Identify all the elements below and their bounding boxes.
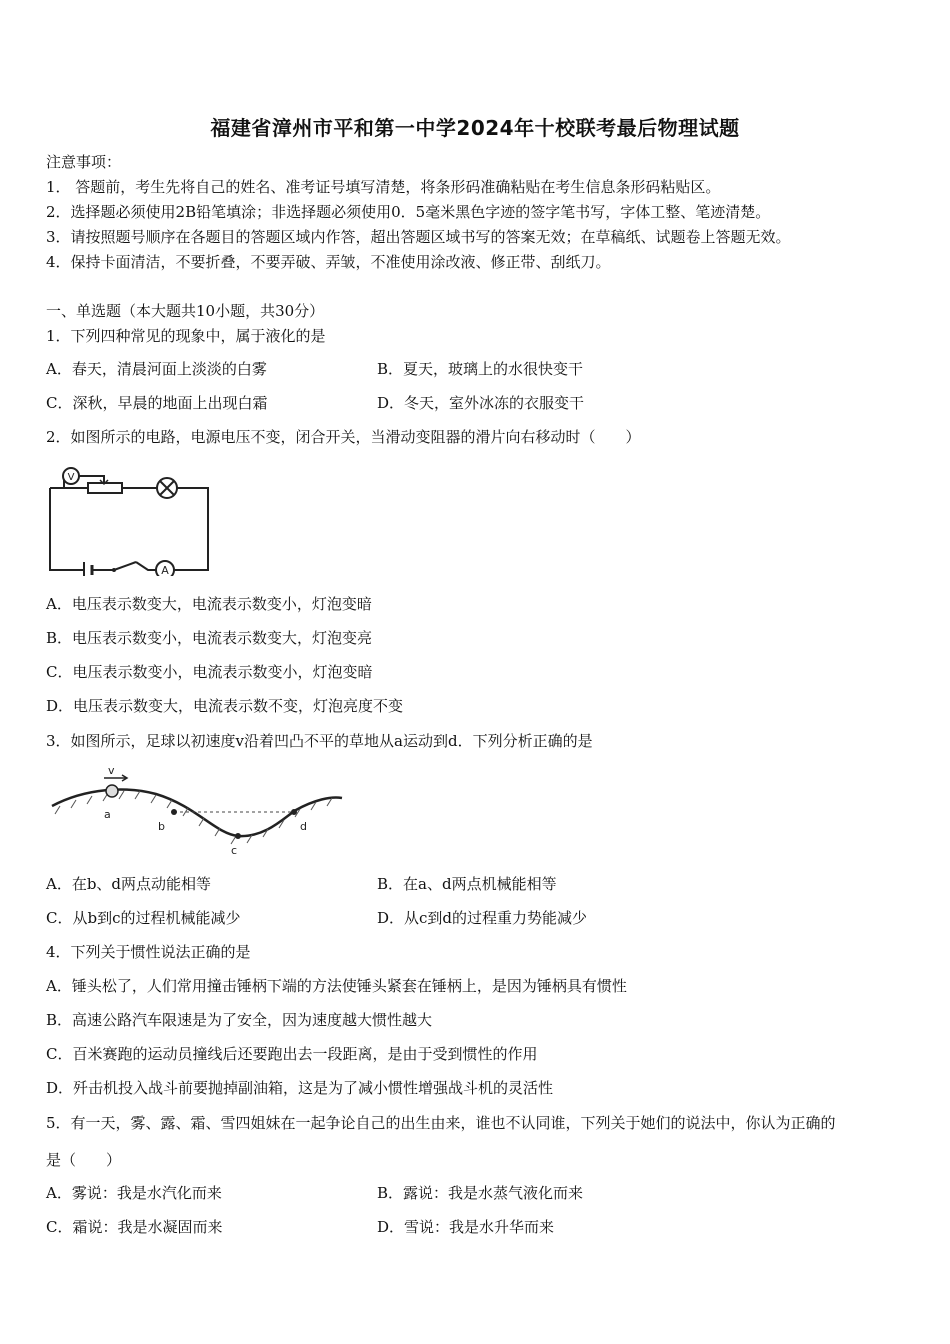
page-title: 福建省漳州市平和第一中学2024年十校联考最后物理试题 <box>210 116 740 140</box>
ammeter-label: A <box>161 564 169 576</box>
question-3-option-d: D．从c到d的过程重力势能减少 <box>377 909 588 927</box>
question-3-option-c: C．从b到c的过程机械能减少 <box>46 909 241 927</box>
voltmeter-label: V <box>67 472 75 483</box>
question-4-option-a: A．锤头松了，人们常用撞击锤柄下端的方法使锤头紧套在锤柄上，是因为锤柄具有惯性 <box>46 977 627 995</box>
question-1-option-d: D．冬天，室外冰冻的衣服变干 <box>377 394 585 412</box>
question-5-option-b: B．露说：我是水蒸气液化而来 <box>377 1184 584 1202</box>
notice-heading: 注意事项： <box>46 153 122 171</box>
label-v: v <box>108 764 115 777</box>
circuit-wire-left <box>50 488 84 570</box>
question-5-stem: 5．有一天，雾、露、霜、雪四姐妹在一起争论自己的出生由来，谁也不认同谁，下列关于她们的说法中，你认为正确的 <box>46 1114 836 1132</box>
notice-item-2: 2．选择题必须使用2B铅笔填涂；非选择题必须使用0．5毫米黑色字迹的签字笔书写，字体工整、笔迹清楚。 <box>46 203 771 221</box>
notice-item-3: 3．请按照题号顺序在各题目的答题区域内作答，超出答题区域书写的答案无效；在草稿纸、试题卷上答题无效。 <box>46 228 791 246</box>
question-3-stem: 3．如图所示，足球以初速度v沿着凹凸不平的草地从a运动到d．下列分析正确的是 <box>46 732 593 750</box>
question-3-option-b: B．在a、d两点机械能相等 <box>377 875 557 893</box>
question-3-option-a: A．在b、d两点动能相等 <box>46 875 212 893</box>
point-c-dot <box>235 833 241 839</box>
ground-curve <box>52 790 342 837</box>
label-b: b <box>158 820 165 833</box>
notice-item-4: 4．保持卡面清洁，不要折叠，不要弄破、弄皱，不准使用涂改液、修正带、刮纸刀。 <box>46 253 611 271</box>
question-2-option-b: B．电压表示数变小，电流表示数变大，灯泡变亮 <box>46 629 373 647</box>
question-2-option-a: A．电压表示数变大，电流表示数变小，灯泡变暗 <box>46 595 372 613</box>
question-2-option-c: C．电压表示数变小，电流表示数变小，灯泡变暗 <box>46 663 373 681</box>
question-4-option-d: D．歼击机投入战斗前要抛掉副油箱，这是为了减小惯性增强战斗机的灵活性 <box>46 1079 554 1097</box>
switch-blade <box>114 562 136 570</box>
question-5-option-d: D．雪说：我是水升华而来 <box>377 1218 555 1236</box>
question-4-option-b: B．高速公路汽车限速是为了安全，因为速度越大惯性越大 <box>46 1011 433 1029</box>
label-a: a <box>104 808 111 821</box>
question-4-option-c: C．百米赛跑的运动员撞线后还要跑出去一段距离，是由于受到惯性的作用 <box>46 1045 538 1063</box>
point-b-dot <box>171 809 177 815</box>
question-1-option-a: A．春天，清晨河面上淡淡的白雾 <box>46 360 267 378</box>
question-2-stem: 2．如图所示的电路，电源电压不变，闭合开关，当滑动变阻器的滑片向右移动时（ ） <box>46 428 641 446</box>
point-d-dot <box>291 809 297 815</box>
rheostat-icon <box>88 483 122 493</box>
question-1-option-b: B．夏天，玻璃上的水很快变干 <box>377 360 584 378</box>
question-1-option-c: C．深秋，早晨的地面上出现白霜 <box>46 394 268 412</box>
question-5-option-c: C．霜说：我是水凝固而来 <box>46 1218 223 1236</box>
question-2-option-d: D．电压表示数变大，电流表示数不变，灯泡亮度不变 <box>46 697 404 715</box>
label-c: c <box>231 844 238 857</box>
question-4-stem: 4．下列关于惯性说法正确的是 <box>46 943 251 961</box>
label-d: d <box>300 820 307 833</box>
ball-icon <box>106 785 118 797</box>
notice-item-1: 1． 答题前，考生先将自己的姓名、准考证号填写清楚，将条形码准确粘贴在考生信息条形码粘贴区。 <box>46 178 721 196</box>
question-5-stem-cont: 是（ ） <box>46 1151 122 1169</box>
circuit-diagram <box>44 458 212 576</box>
section-heading: 一、单选题（本大题共10小题，共30分） <box>46 302 325 320</box>
football-diagram <box>46 760 346 860</box>
question-5-option-a: A．雾说：我是水汽化而来 <box>46 1184 222 1202</box>
question-1-stem: 1．下列四种常见的现象中，属于液化的是 <box>46 327 326 345</box>
